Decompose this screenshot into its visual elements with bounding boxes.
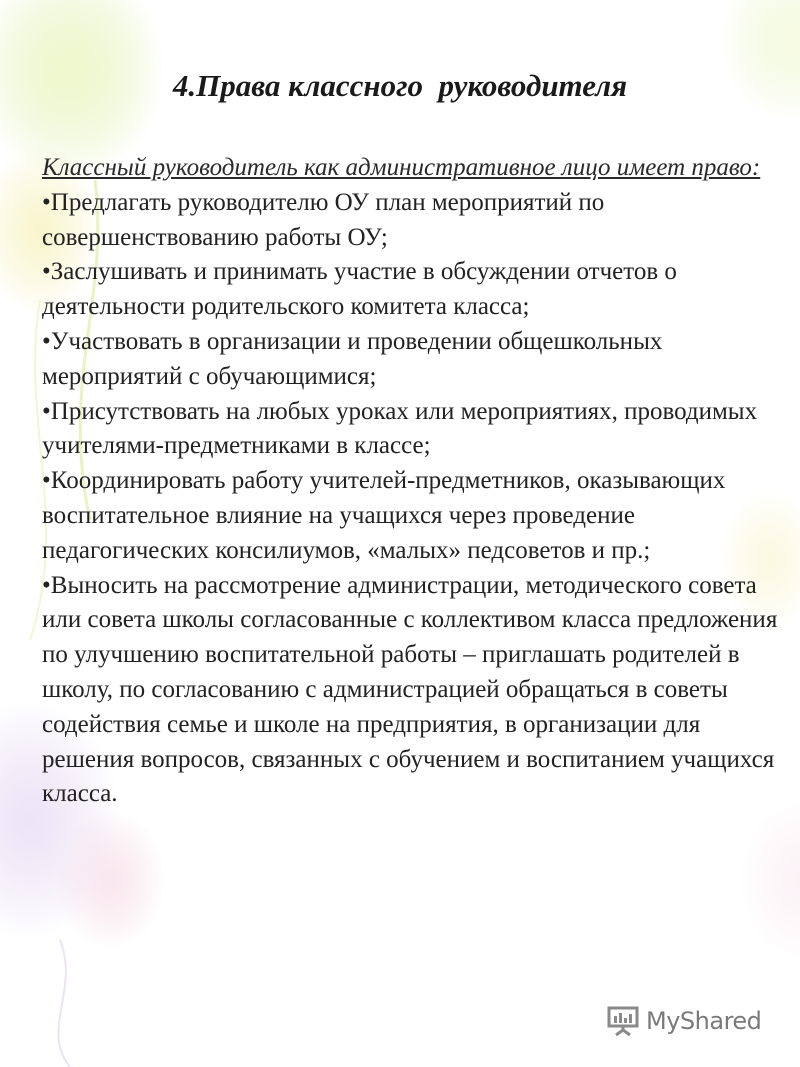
watermark-text: MyShared bbox=[646, 1007, 762, 1035]
list-item bbox=[42, 186, 782, 256]
list-item bbox=[42, 325, 782, 395]
presentation-board-icon bbox=[606, 1004, 640, 1038]
intro-text: Классный руководитель как административное лицо имеет право: bbox=[42, 154, 761, 181]
list-item-text: Координировать работу учителей-предметников, оказывающих воспитательное влияние на учащихся через проведение педагогических консилиумов, «малых» педсоветов и пр.; bbox=[42, 467, 726, 564]
bullet-marker: • bbox=[42, 467, 51, 495]
list-item bbox=[42, 255, 782, 325]
bullet-marker: • bbox=[42, 327, 51, 355]
list-item-text: Присутствовать на любых уроках или мероприятиях, проводимых учителями-предметниками в классе; bbox=[42, 397, 758, 460]
bullet-marker: • bbox=[42, 571, 51, 599]
slide-title: 4.Права классного руководителя bbox=[172, 68, 628, 103]
list-item bbox=[42, 464, 782, 568]
list-item-text: Выносить на рассмотрение администрации, методического совета или совета школы согласованные с коллективом класса предложения по улучшению воспитательной работы – приглашать родителей в школу, по согласованию с администрацией обращаться в советы содействия семье и школе на предприятия, в организации для решения вопросов, связанных с обучением и воспитанием учащихся класса. bbox=[42, 571, 778, 808]
bullet-marker: • bbox=[42, 188, 51, 216]
slide-body bbox=[42, 151, 782, 812]
list-item-text: Предлагать руководителю ОУ план мероприятий по совершенствованию работы ОУ; bbox=[42, 188, 605, 251]
myshared-watermark bbox=[606, 1003, 766, 1039]
bullet-marker: • bbox=[42, 397, 51, 425]
list-item bbox=[42, 569, 782, 813]
bullet-marker: • bbox=[42, 258, 51, 286]
list-item-text: Заслушивать и принимать участие в обсуждении отчетов о деятельности родительского комитета класса; bbox=[42, 258, 677, 321]
rights-list bbox=[42, 186, 782, 812]
list-item bbox=[42, 395, 782, 465]
list-item-text: Участвовать в организации и проведении общешкольных мероприятий с обучающимися; bbox=[42, 327, 663, 390]
